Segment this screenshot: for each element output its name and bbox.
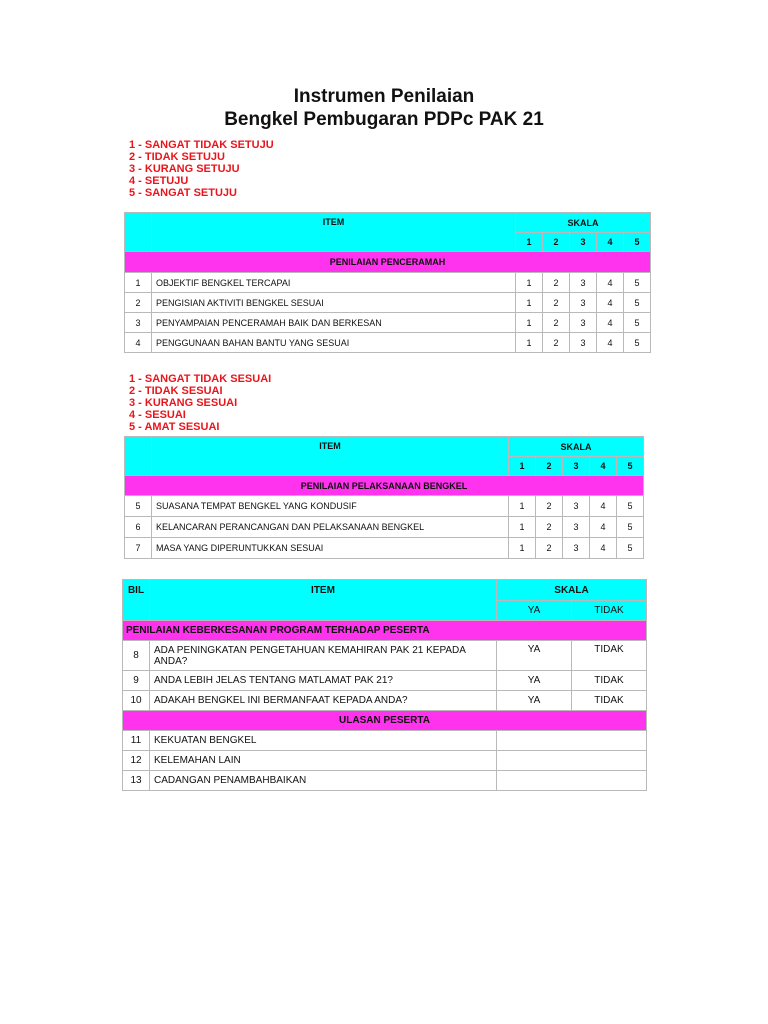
rating-option-2[interactable]: 2 [543,333,570,353]
rating-option-5[interactable]: 5 [624,273,651,293]
scale-header-3: 3 [563,457,590,476]
table-row [125,313,651,333]
scale-header-2: 2 [536,457,563,476]
row-number: 5 [125,496,152,517]
scale-header-4: 4 [590,457,617,476]
row-number: 9 [123,671,150,691]
assessment-table-workshop [124,436,644,559]
rating-option-2[interactable]: 2 [543,293,570,313]
answer-ya[interactable]: YA [497,691,572,711]
answer-tidak[interactable]: TIDAK [572,641,647,671]
rating-option-1[interactable]: 1 [516,273,543,293]
rating-option-5[interactable]: 5 [617,517,644,538]
row-item: KEKUATAN BENGKEL [150,731,497,751]
scale-header-2: 2 [543,233,570,252]
legend-item: 4 - SESUAI [129,409,186,421]
header-blank [125,437,152,476]
table-row [123,641,647,671]
row-item [150,641,497,671]
scale-header-5: 5 [617,457,644,476]
rating-option-3[interactable]: 3 [570,273,597,293]
scale-header-3: 3 [570,233,597,252]
item-header: ITEM [152,213,516,252]
rating-option-5[interactable]: 5 [617,496,644,517]
rating-option-5[interactable]: 5 [624,333,651,353]
row-item: ANDA LEBIH JELAS TENTANG MATLAMAT PAK 21? [150,671,497,691]
item-header: ITEM [152,437,509,476]
header-blank [125,213,152,252]
row-number: 12 [123,751,150,771]
legend-item: 4 - SETUJU [129,175,189,187]
legend-item: 3 - KURANG SETUJU [129,163,240,175]
rating-option-4[interactable]: 4 [590,496,617,517]
answer-ya[interactable]: YA [497,671,572,691]
rating-option-4[interactable]: 4 [597,273,624,293]
rating-option-4[interactable]: 4 [597,333,624,353]
row-item: OBJEKTIF BENGKEL TERCAPAI [152,273,516,293]
row-number: 13 [123,771,150,791]
rating-option-1[interactable]: 1 [509,496,536,517]
comment-field[interactable] [497,771,647,791]
legend-sesuai [129,373,271,433]
scale-header-4: 4 [597,233,624,252]
legend-item: 3 - KURANG SESUAI [129,397,238,409]
rating-option-3[interactable]: 3 [570,293,597,313]
row-item: PENGISIAN AKTIVITI BENGKEL SESUAI [152,293,516,313]
rating-option-5[interactable]: 5 [624,293,651,313]
rating-option-3[interactable]: 3 [570,313,597,333]
row-item: ADAKAH BENGKEL INI BERMANFAAT KEPADA ANDA? [150,691,497,711]
row-number: 8 [123,641,150,671]
legend-item: 5 - AMAT SESUAI [129,421,220,433]
table-row [123,671,647,691]
rating-option-5[interactable]: 5 [617,538,644,559]
rating-option-2[interactable]: 2 [543,313,570,333]
rating-option-2[interactable]: 2 [536,496,563,517]
row-number: 11 [123,731,150,751]
tidak-header: TIDAK [572,601,647,621]
rating-option-1[interactable]: 1 [516,293,543,313]
section-header: PENILAIAN PENCERAMAH [125,252,651,273]
table-row [123,731,647,751]
table-row [125,538,644,559]
rating-option-3[interactable]: 3 [563,517,590,538]
section-header: PENILAIAN KEBERKESANAN PROGRAM TERHADAP PESERTA [123,621,647,641]
table-row [125,273,651,293]
table-row [125,496,644,517]
rating-option-2[interactable]: 2 [543,273,570,293]
rating-option-1[interactable]: 1 [509,517,536,538]
row-item: MASA YANG DIPERUNTUKKAN SESUAI [152,538,509,559]
assessment-table-speaker [124,212,651,353]
comment-field[interactable] [497,731,647,751]
legend-item: 2 - TIDAK SETUJU [129,151,225,163]
row-number: 1 [125,273,152,293]
assessment-table-effectiveness [122,579,647,791]
table-row [125,517,644,538]
rating-option-3[interactable]: 3 [563,538,590,559]
scale-header-5: 5 [624,233,651,252]
row-item: KELEMAHAN LAIN [150,751,497,771]
bil-header: BIL [123,580,150,621]
table-row [123,751,647,771]
section-header: ULASAN PESERTA [123,711,647,731]
rating-option-3[interactable]: 3 [563,496,590,517]
page-title: Instrumen Penilaian [293,86,475,107]
table-row [123,771,647,791]
legend-item: 1 - SANGAT TIDAK SESUAI [129,373,272,385]
row-number: 2 [125,293,152,313]
rating-option-1[interactable]: 1 [509,538,536,559]
comment-field[interactable] [497,751,647,771]
rating-option-4[interactable]: 4 [590,517,617,538]
answer-ya[interactable]: YA [497,641,572,671]
rating-option-5[interactable]: 5 [624,313,651,333]
row-number: 7 [125,538,152,559]
rating-option-1[interactable]: 1 [516,313,543,333]
rating-option-4[interactable]: 4 [597,293,624,313]
row-item: SUASANA TEMPAT BENGKEL YANG KONDUSIF [152,496,509,517]
rating-option-3[interactable]: 3 [570,333,597,353]
ya-header: YA [497,601,572,621]
row-number: 4 [125,333,152,353]
row-item: PENGGUNAAN BAHAN BANTU YANG SESUAI [152,333,516,353]
scale-header-1: 1 [516,233,543,252]
legend-setuju [129,139,274,199]
table-row [125,333,651,353]
legend-item: 2 - TIDAK SESUAI [129,385,223,397]
item-header: ITEM [150,580,497,621]
rating-option-4[interactable]: 4 [590,538,617,559]
row-number: 10 [123,691,150,711]
skala-header: SKALA [516,213,651,233]
answer-tidak[interactable]: TIDAK [572,691,647,711]
row-item-line: ANDA? [154,655,188,667]
row-number: 3 [125,313,152,333]
table-row [125,293,651,313]
skala-header: SKALA [497,580,647,601]
legend-item: 5 - SANGAT SETUJU [129,187,237,199]
scale-header-1: 1 [509,457,536,476]
row-item: CADANGAN PENAMBAHBAIKAN [150,771,497,791]
legend-item: 1 - SANGAT TIDAK SETUJU [129,139,274,151]
section-header: PENILAIAN PELAKSANAAN BENGKEL [125,476,644,496]
skala-header: SKALA [509,437,644,457]
row-number: 6 [125,517,152,538]
rating-option-1[interactable]: 1 [516,333,543,353]
rating-option-2[interactable]: 2 [536,538,563,559]
page-subtitle: Bengkel Pembugaran PDPc PAK 21 [224,109,544,130]
row-item-line: ADA PENINGKATAN PENGETAHUAN KEMAHIRAN PAK 21 KEPADA [154,644,466,656]
rating-option-2[interactable]: 2 [536,517,563,538]
answer-tidak[interactable]: TIDAK [572,671,647,691]
table-row [123,691,647,711]
rating-option-4[interactable]: 4 [597,313,624,333]
row-item: PENYAMPAIAN PENCERAMAH BAIK DAN BERKESAN [152,313,516,333]
row-item: KELANCARAN PERANCANGAN DAN PELAKSANAAN BENGKEL [152,517,509,538]
